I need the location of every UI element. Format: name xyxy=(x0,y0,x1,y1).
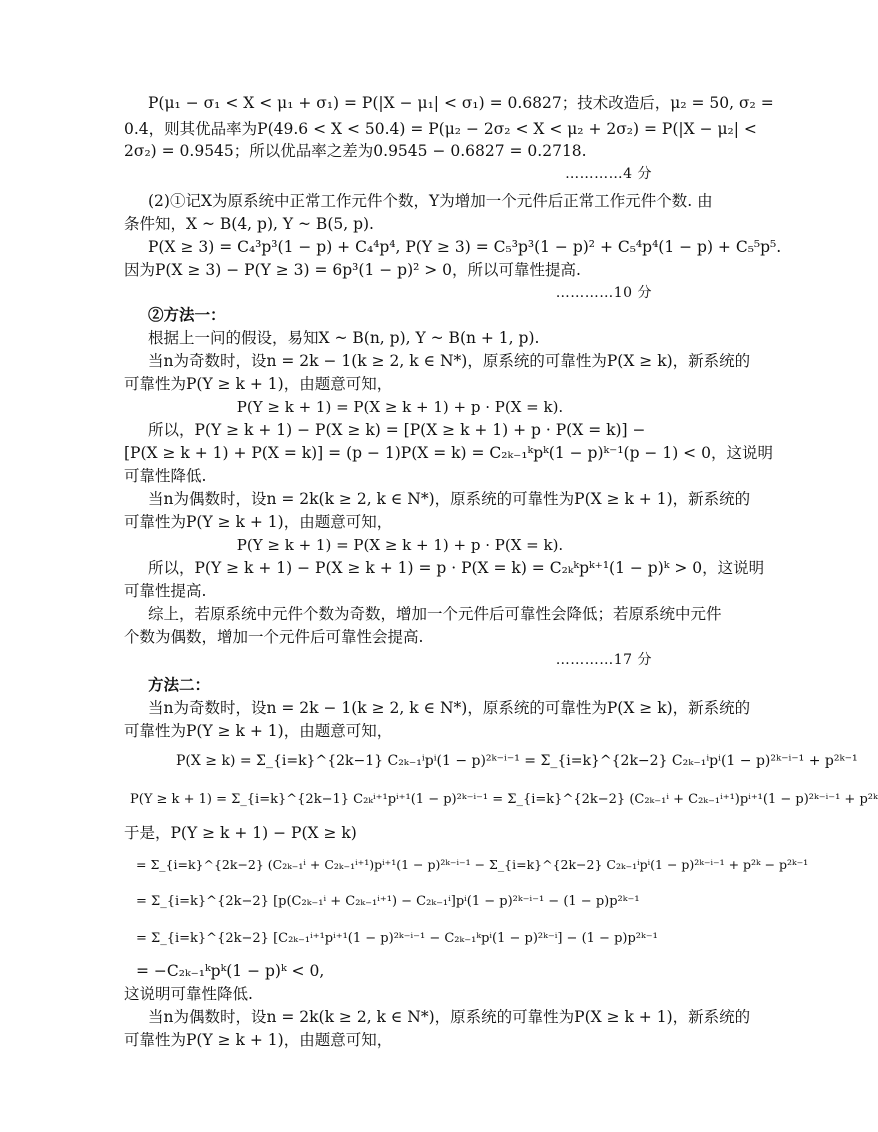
text-line: 综上，若原系统中元件个数为奇数，增加一个元件后可靠性会降低；若原系统中元件 xyxy=(148,605,722,623)
score-marker: …………17 分 xyxy=(555,652,652,668)
section-heading: 方法二： xyxy=(148,675,211,694)
text-line: 2σ₂) = 0.9545；所以优品率之差为0.9545 − 0.6827 = 0.2718. xyxy=(124,142,587,160)
text-line: 于是，P(Y ≥ k + 1) − P(X ≥ k) xyxy=(124,824,357,842)
text-line: 可靠性降低. xyxy=(124,467,207,485)
text-line: 可靠性为P(Y ≥ k + 1)，由题意可知， xyxy=(124,375,393,393)
equation-line: P(X ≥ k) = Σ_{i=k}^{2k−1} C₂ₖ₋₁ⁱpⁱ(1 − p)²ᵏ⁻ⁱ⁻¹ = Σ_{i=k}^{2k−2} C₂ₖ₋₁ⁱpⁱ(1 − p)²ᵏ⁻ⁱ⁻¹ + p²ᵏ⁻¹ xyxy=(176,753,858,769)
text-line: [P(X ≥ k + 1) + P(X = k)] = (p − 1)P(X = k) = C₂ₖ₋₁ᵏpᵏ(1 − p)ᵏ⁻¹(p − 1) < 0，这说明 xyxy=(124,444,773,462)
text-line: 可靠性提高. xyxy=(124,582,207,600)
text-line: (2)①记X为原系统中正常工作元件个数，Y为增加一个元件后正常工作元件个数. 由 xyxy=(148,192,713,210)
text-line: 可靠性为P(Y ≥ k + 1)，由题意可知， xyxy=(124,722,393,740)
text-line: 所以，P(Y ≥ k + 1) − P(X ≥ k) = [P(X ≥ k + 1) + p · P(X = k)] − xyxy=(148,421,646,439)
equation-line: = Σ_{i=k}^{2k−2} (C₂ₖ₋₁ⁱ + C₂ₖ₋₁ⁱ⁺¹)pⁱ⁺¹(1 − p)²ᵏ⁻ⁱ⁻¹ − Σ_{i=k}^{2k−2} C₂ₖ₋₁ⁱpⁱ(1 − p)²ᵏ⁻ⁱ⁻¹ + p²ᵏ − p²ᵏ⁻¹ xyxy=(136,857,809,872)
text-line: 当n为偶数时，设n = 2k(k ≥ 2, k ∈ N*)，原系统的可靠性为P(X ≥ k + 1)，新系统的 xyxy=(148,490,751,508)
text-line: 因为P(X ≥ 3) − P(Y ≥ 3) = 6p³(1 − p)² > 0，所以可靠性提高. xyxy=(124,261,581,279)
equation-line: = Σ_{i=k}^{2k−2} [p(C₂ₖ₋₁ⁱ + C₂ₖ₋₁ⁱ⁺¹) − C₂ₖ₋₁ⁱ]pⁱ(1 − p)²ᵏ⁻ⁱ⁻¹ − (1 − p)p²ᵏ⁻¹ xyxy=(136,894,640,909)
text-line: 0.4，则其优品率为P(49.6 < X < 50.4) = P(μ₂ − 2σ₂ < X < μ₂ + 2σ₂) = P(|X − μ₂| < xyxy=(124,120,757,138)
equation-line: = −C₂ₖ₋₁ᵏpᵏ(1 − p)ᵏ < 0, xyxy=(136,962,325,980)
score-marker: …………4 分 xyxy=(565,166,652,182)
equation-line: P(Y ≥ k + 1) = Σ_{i=k}^{2k−1} C₂ₖⁱ⁺¹pⁱ⁺¹(1 − p)²ᵏ⁻ⁱ⁻¹ = Σ_{i=k}^{2k−2} (C₂ₖ₋₁ⁱ + C₂ₖ₋₁ⁱ⁺¹)pⁱ⁺¹(1 − p)²ᵏ⁻ⁱ⁻¹ + p²ᵏ xyxy=(130,792,878,807)
text-line: 这说明可靠性降低. xyxy=(124,985,253,1003)
text-line: 可靠性为P(Y ≥ k + 1)，由题意可知， xyxy=(124,1031,393,1049)
text-line: P(μ₁ − σ₁ < X < μ₁ + σ₁) = P(|X − μ₁| < σ₁) = 0.6827；技术改造后，μ₂ = 50, σ₂ = xyxy=(148,94,774,112)
text-line: 条件知，X ~ B(4, p), Y ~ B(5, p). xyxy=(124,215,374,233)
equation-line: P(Y ≥ k + 1) = P(X ≥ k + 1) + p · P(X = k). xyxy=(236,398,564,416)
text-line: 当n为偶数时，设n = 2k(k ≥ 2, k ∈ N*)，原系统的可靠性为P(X ≥ k + 1)，新系统的 xyxy=(148,1008,751,1026)
section-heading: ②方法一： xyxy=(148,305,226,324)
score-marker: …………10 分 xyxy=(555,285,652,301)
equation-line: = Σ_{i=k}^{2k−2} [C₂ₖ₋₁ⁱ⁺¹pⁱ⁺¹(1 − p)²ᵏ⁻ⁱ⁻¹ − C₂ₖ₋₁ᵏpⁱ(1 − p)²ᵏ⁻ⁱ] − (1 − p)p²ᵏ⁻¹ xyxy=(136,931,658,946)
text-line: 可靠性为P(Y ≥ k + 1)，由题意可知， xyxy=(124,513,393,531)
text-line: P(X ≥ 3) = C₄³p³(1 − p) + C₄⁴p⁴, P(Y ≥ 3) = C₅³p³(1 − p)² + C₅⁴p⁴(1 − p) + C₅⁵p⁵. xyxy=(148,238,782,256)
text-line: 当n为奇数时，设n = 2k − 1(k ≥ 2, k ∈ N*)，原系统的可靠性为P(X ≥ k)，新系统的 xyxy=(148,699,751,717)
text-line: 根据上一问的假设，易知X ~ B(n, p), Y ~ B(n + 1, p). xyxy=(148,329,540,347)
text-line: 所以，P(Y ≥ k + 1) − P(X ≥ k + 1) = p · P(X = k) = C₂ₖᵏpᵏ⁺¹(1 − p)ᵏ > 0，这说明 xyxy=(148,559,765,577)
equation-line: P(Y ≥ k + 1) = P(X ≥ k + 1) + p · P(X = k). xyxy=(236,536,564,554)
text-line: 个数为偶数，增加一个元件后可靠性会提高. xyxy=(124,628,424,646)
text-line: 当n为奇数时，设n = 2k − 1(k ≥ 2, k ∈ N*)，原系统的可靠性为P(X ≥ k)，新系统的 xyxy=(148,352,751,370)
